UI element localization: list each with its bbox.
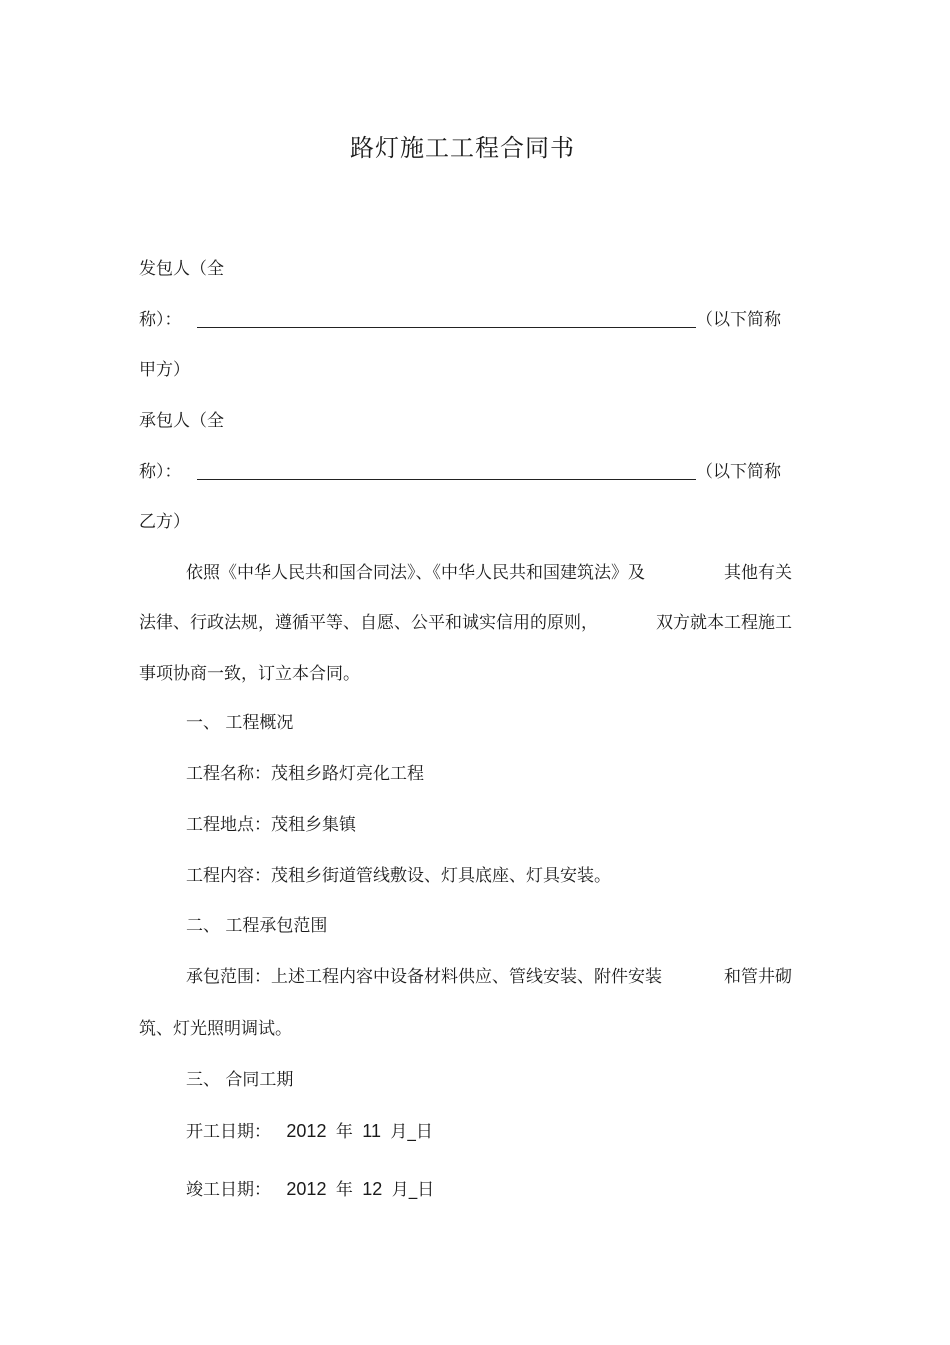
start-year: 2012 xyxy=(286,1121,327,1141)
end-year-unit: 年 xyxy=(335,1180,353,1200)
document-title: 路灯施工工程合同书 xyxy=(350,134,575,162)
start-month: 11 xyxy=(362,1121,381,1141)
start-month-unit: 月_日 xyxy=(390,1122,433,1142)
intro-line2a: 法律、行政法规，遵循平等、自愿、公平和诚实信用的原则， xyxy=(139,613,598,633)
start-date-row xyxy=(186,1120,433,1143)
section1-heading: 一、 工程概况 xyxy=(186,713,294,733)
party-b-name-blank[interactable] xyxy=(197,479,696,480)
scope-line1a: 承包范围：上述工程内容中设备材料供应、管线安装、附件安装 xyxy=(186,967,662,987)
project-location: 工程地点：茂租乡集镇 xyxy=(186,815,356,835)
intro-line3: 事项协商一致，订立本合同。 xyxy=(139,664,360,684)
party-b-line1: 承包人（全 xyxy=(139,411,224,431)
end-month-unit: 月_日 xyxy=(391,1180,435,1200)
scope-line2: 筑、灯光照明调试。 xyxy=(139,1019,292,1039)
party-a-line3: 甲方） xyxy=(139,360,190,380)
end-date-label: 竣工日期： xyxy=(186,1180,271,1200)
party-b-abbrev-label: （以下简称 xyxy=(696,462,781,482)
party-a-name-label: 称）： xyxy=(139,310,182,330)
section3-heading: 三、 合同工期 xyxy=(186,1070,294,1090)
party-a-line1: 发包人（全 xyxy=(139,259,224,279)
scope-line1b: 和管井砌 xyxy=(724,967,792,987)
party-a-abbrev-label: （以下简称 xyxy=(696,310,781,330)
end-date-row xyxy=(186,1178,434,1201)
project-name: 工程名称：茂租乡路灯亮化工程 xyxy=(186,764,424,784)
party-b-name-label: 称）： xyxy=(139,462,182,482)
end-year: 2012 xyxy=(286,1179,327,1199)
project-content: 工程内容：茂租乡街道管线敷设、灯具底座、灯具安装。 xyxy=(186,866,611,886)
end-month: 12 xyxy=(362,1179,383,1199)
intro-line1a: 依照《中华人民共和国合同法》、《中华人民共和国建筑法》及 xyxy=(186,563,645,583)
start-year-unit: 年 xyxy=(335,1122,353,1142)
intro-line2b: 双方就本工程施工 xyxy=(656,613,792,633)
section2-heading: 二、 工程承包范围 xyxy=(186,916,328,936)
intro-line1b: 其他有关 xyxy=(724,563,792,583)
party-b-line3: 乙方） xyxy=(139,512,190,532)
party-a-name-blank[interactable] xyxy=(197,327,696,328)
start-date-label: 开工日期： xyxy=(186,1122,271,1142)
